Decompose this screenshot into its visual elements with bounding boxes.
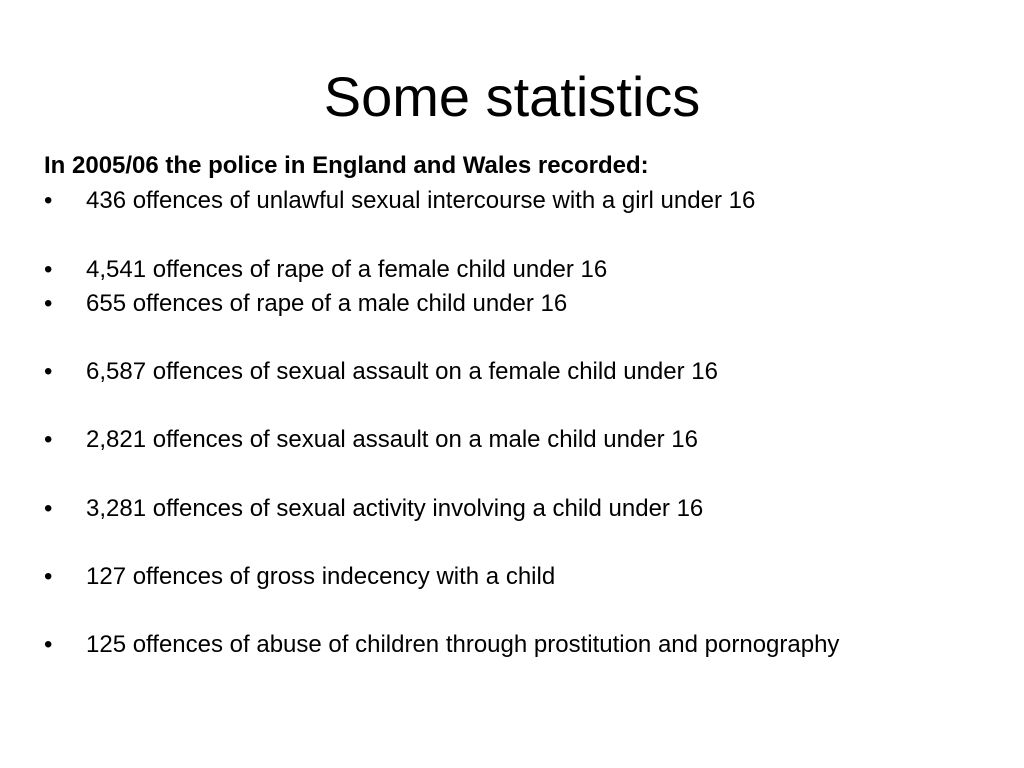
bullet-icon: •: [44, 563, 53, 590]
list-item: [44, 290, 944, 318]
list-item: [44, 631, 944, 659]
intro-text: In 2005/06 the police in England and Wales recorded:: [44, 152, 649, 179]
list-item-text: 2,821 offences of sexual assault on a male child under 16: [86, 426, 698, 453]
bullet-icon: •: [44, 256, 53, 283]
bullet-icon: •: [44, 495, 53, 522]
list-item: [44, 426, 944, 454]
list-item: [44, 256, 944, 284]
bullet-icon: •: [44, 358, 53, 385]
list-item-text: 655 offences of rape of a male child under 16: [86, 290, 568, 317]
bullet-icon: •: [44, 187, 53, 214]
list-item: [44, 563, 944, 591]
list-item-text: 4,541 offences of rape of a female child under 16: [86, 256, 608, 283]
bullet-icon: •: [44, 426, 53, 453]
bullet-icon: •: [44, 631, 53, 658]
list-item: [44, 187, 944, 215]
list-item: [44, 358, 944, 386]
list-item-text: 127 offences of gross indecency with a child: [86, 563, 556, 590]
list-item-text: 3,281 offences of sexual activity involving a child under 16: [86, 495, 704, 522]
slide-title: Some statistics: [323, 65, 701, 128]
list-item: [44, 495, 944, 523]
list-item-text: 6,587 offences of sexual assault on a female child under 16: [86, 358, 718, 385]
list-item-text: 436 offences of unlawful sexual intercourse with a girl under 16: [86, 187, 756, 214]
list-item-text: 125 offences of abuse of children through prostitution and pornography: [86, 631, 840, 658]
bullet-icon: •: [44, 290, 53, 317]
